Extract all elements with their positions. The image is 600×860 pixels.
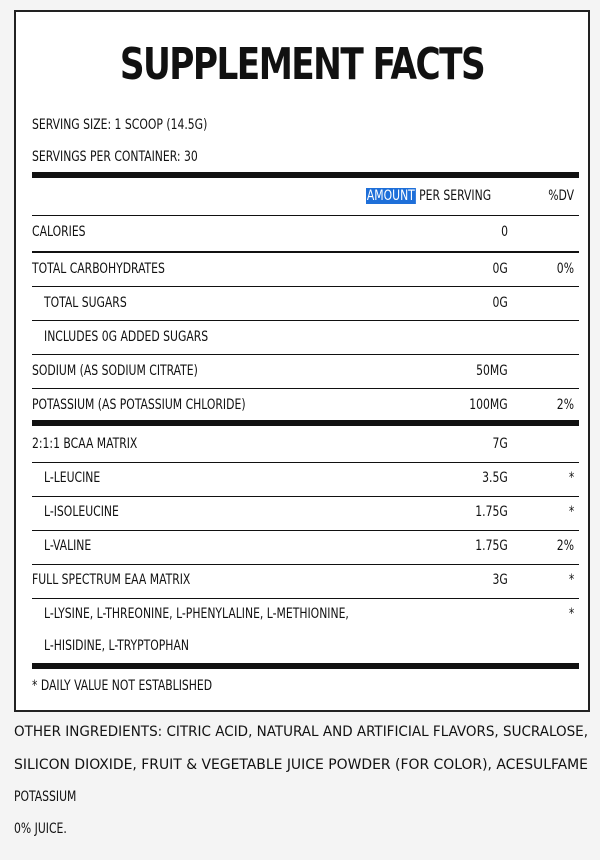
row-potassium-dv: 2% [556,397,574,413]
row-sodium-name: SODIUM (AS SODIUM CITRATE) [32,363,198,379]
dv-header: %DV [548,188,574,204]
row-carbs-dv: 0% [556,261,574,277]
row-leucine-dv: * [568,470,574,486]
divider [32,251,579,253]
divider [32,462,579,463]
label-title: SUPPLEMENT FACTS [119,39,485,90]
row-added-sugars-name: INCLUDES 0G ADDED SUGARS [44,329,209,345]
row-isoleucine-amount: 1.75G [475,504,508,520]
row-eaa-list-dv: * [568,606,574,622]
other-ingredients-line1 [14,723,592,741]
row-eaa-name: FULL SPECTRUM EAA MATRIX [32,572,191,588]
other-ingredients-line3 [14,788,592,806]
row-valine-dv: 2% [556,538,574,554]
row-sodium-amount: 50MG [476,363,508,379]
row-valine-amount: 1.75G [475,538,508,554]
juice-text: 0% JUICE. [14,821,67,837]
row-sugars-amount: 0G [492,295,508,311]
row-leucine-name: L-LEUCINE [44,470,101,486]
divider-thick [32,420,579,426]
divider [32,388,579,389]
divider [32,320,579,321]
amount-highlight[interactable]: AMOUNT [366,188,415,204]
divider-thick [32,172,579,178]
row-bcaa-amount: 7G [492,436,508,452]
other-ingredients-text-2: SILICON DIOXIDE, FRUIT & VEGETABLE JUICE POWDER (FOR COLOR), ACESULFAME [14,757,588,773]
row-potassium-amount: 100MG [469,397,508,413]
other-ingredients-text-3: POTASSIUM [14,789,77,805]
row-carbs-name: TOTAL CARBOHYDRATES [32,261,165,277]
divider [32,286,579,287]
row-isoleucine-dv: * [568,504,574,520]
divider [32,564,579,565]
serving-size: SERVING SIZE: 1 SCOOP (14.5G) [32,117,208,133]
row-bcaa-name: 2:1:1 BCAA MATRIX [32,436,138,452]
footnote: * DAILY VALUE NOT ESTABLISHED [32,678,213,694]
servings-per-container: SERVINGS PER CONTAINER: 30 [32,149,198,165]
per-serving-text: PER SERVING [415,188,492,204]
divider [32,496,579,497]
row-leucine-amount: 3.5G [482,470,508,486]
divider [32,598,579,599]
row-eaa-amount: 3G [492,572,508,588]
row-sugars-name: TOTAL SUGARS [44,295,127,311]
row-calories-amount: 0 [501,224,508,240]
amount-per-serving-header [366,187,491,205]
row-isoleucine-name: L-ISOLEUCINE [44,504,119,520]
juice-statement [14,820,592,838]
divider [32,530,579,531]
supplement-facts-panel [14,10,590,712]
divider-thick [32,663,579,669]
row-eaa-list-line2: L-HISIDINE, L-TRYPTOPHAN [44,638,189,654]
other-ingredients-text-1: OTHER INGREDIENTS: CITRIC ACID, NATURAL AND ARTIFICIAL FLAVORS, SUCRALOSE, [14,724,589,740]
other-ingredients-line2 [14,756,592,774]
row-carbs-amount: 0G [492,261,508,277]
row-valine-name: L-VALINE [44,538,92,554]
row-eaa-dv: * [568,572,574,588]
divider [32,215,579,216]
row-potassium-name: POTASSIUM (AS POTASSIUM CHLORIDE) [32,397,246,413]
row-calories-name: CALORIES [32,224,86,240]
divider [32,354,579,355]
row-eaa-list-line1: L-LYSINE, L-THREONINE, L-PHENYLALINE, L-METHIONINE, [44,606,349,622]
